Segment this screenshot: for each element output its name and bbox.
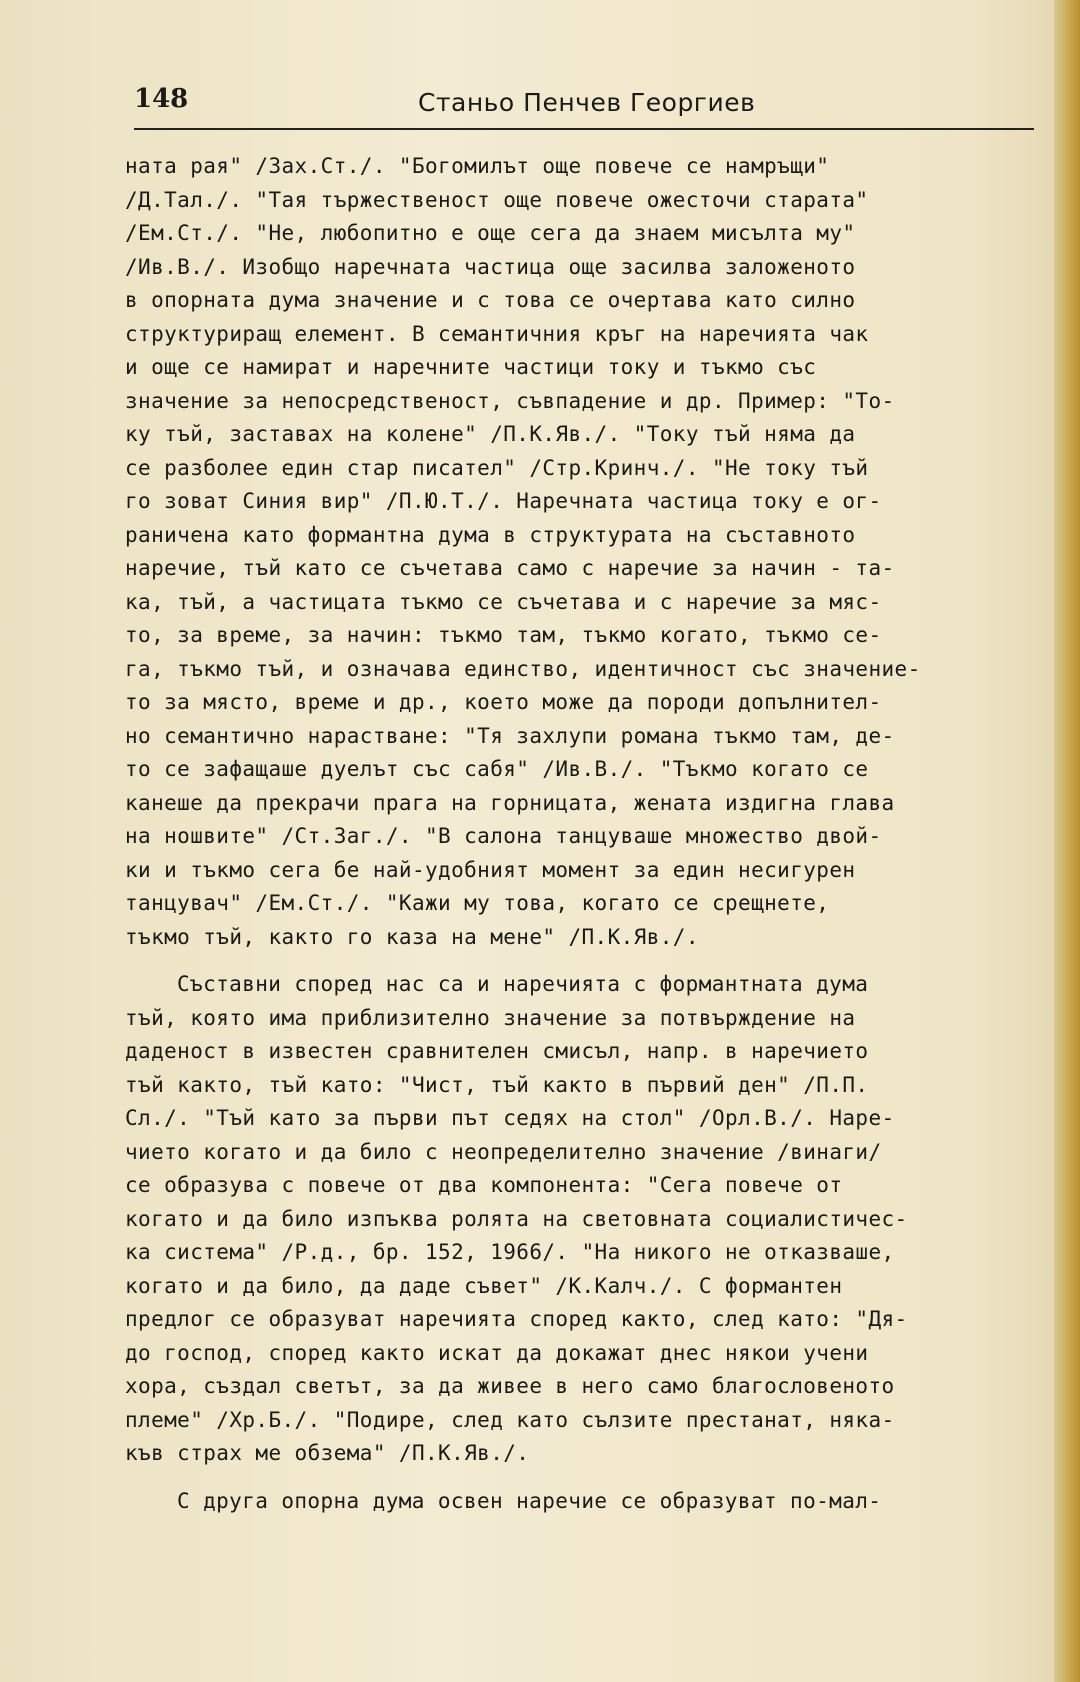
text-line: когато и да било изпъква ролята на световната социалистичес- — [125, 1206, 908, 1231]
text-line: ка система" /Р.д., бр. 152, 1966/. "На никого не отказваше, — [125, 1240, 895, 1264]
text-line: наречие, тъй като се съчетава само с наречие за начин - та- — [125, 556, 895, 580]
text-line: Съставни според нас са и наречията с формантната дума — [177, 972, 869, 996]
text-line: значение за непосредственост, съвпадение и др. Пример: "То- — [125, 388, 895, 413]
text-line: даденост в известен сравнителен смисъл, напр. в наречието — [125, 1039, 869, 1063]
text-line: когато и да било, да даде съвет" /К.Калч./. С формантен — [125, 1273, 843, 1298]
text-line: го зоват Синия вир" /П.Ю.Т./. Наречната частица току е ог- — [125, 489, 882, 513]
paragraph — [125, 1485, 1035, 1519]
text-line: къв страх ме обзема" /П.К.Яв./. — [125, 1441, 530, 1465]
text-line: ку тъй, заставах на колене" /П.К.Яв./. "Току тъй няма да — [125, 422, 856, 446]
text-line: /Ем.Ст./. "Не, любопитно е още сега да знаем мисълта му" — [125, 221, 856, 245]
paragraph-gap — [125, 954, 1035, 968]
text-line: чието когато и да било с неопределително значение /винаги/ — [125, 1139, 882, 1164]
text-line: тъй, която има приблизително значение за потвърждение на — [125, 1005, 856, 1030]
text-line: канеше да прекрачи прага на горницата, жената издигна глава — [125, 790, 895, 815]
text-line: то, за време, за начин: тъкмо там, тъкмо когато, тъкмо се- — [125, 623, 882, 647]
page-edge — [1054, 0, 1080, 1682]
text-line: се разболее един стар писател" /Стр.Кринч./. "Не току тъй — [125, 455, 869, 480]
text-line: Сл./. "Тъй като за първи път седях на стол" /Орл.В./. Наре- — [125, 1106, 895, 1130]
text-line: ки и тъкмо сега бе най-удобният момент за един несигурен — [125, 857, 856, 882]
page-header — [134, 82, 1034, 130]
page-number: 148 — [134, 84, 189, 114]
text-line: тъй както, тъй като: "Чист, тъй както в първий ден" /П.П. — [125, 1072, 869, 1097]
text-line: до господ, според както искат да докажат днес някои учени — [125, 1340, 869, 1365]
text-line: се образува с повече от два компонента: "Сега повече от — [125, 1173, 843, 1197]
text-line: раничена като формантна дума в структурата на съставното — [125, 522, 856, 547]
text-line: ка, тъй, а частицата тъкмо се съчетава и с наречие за мяс- — [125, 589, 882, 614]
text-line: хора, създал светът, за да живее в него само благословеното — [125, 1374, 895, 1398]
text-line: тъкмо тъй, както го каза на мене" /П.К.Яв./. — [125, 924, 699, 949]
text-line: но семантично нарастване: "Тя захлупи романа тъкмо там, де- — [125, 723, 895, 748]
paragraph-gap — [125, 1471, 1035, 1485]
text-line: предлог се образуват наречията според както, след като: "Дя- — [125, 1307, 908, 1331]
text-line: ната рая" /Зах.Ст./. "Богомилът още повече се намръщи" — [125, 154, 830, 178]
text-line: танцувач" /Ем.Ст./. "Кажи му това, когато се срещнете, — [125, 891, 830, 915]
text-line: то за място, време и др., което може да породи допълнител- — [125, 690, 882, 714]
text-line: на ношвите" /Ст.Заг./. "В салона танцуваше множество двой- — [125, 824, 882, 848]
body-text — [125, 150, 1035, 1518]
text-line: в опорната дума значение и с това се очертава като силно — [125, 288, 856, 312]
paragraph — [125, 150, 1035, 954]
text-line: /Д.Тал./. "Тая тържественост още повече ожесточи старата" — [125, 187, 869, 212]
text-line: га, тъкмо тъй, и означава единство, идентичност със значение- — [125, 656, 921, 681]
text-line: структуриращ елемент. В семантичния кръг на наречията чак — [125, 321, 869, 346]
running-head: Станьо Пенчев Георгиев — [418, 88, 756, 117]
text-line: племе" /Хр.Б./. "Подире, след като сълзите престанат, няка- — [125, 1407, 895, 1432]
text-line: то се зафащаше дуелът със сабя" /Ив.В./. "Тъкмо когато се — [125, 757, 869, 781]
text-line: /Ив.В./. Изобщо наречната частица още засилва заложеното — [125, 254, 856, 279]
text-line: и още се намират и наречните частици току и тъкмо със — [125, 355, 817, 379]
text-line: С друга опорна дума освен наречие се образуват по-мал- — [177, 1488, 882, 1513]
paragraph — [125, 968, 1035, 1471]
